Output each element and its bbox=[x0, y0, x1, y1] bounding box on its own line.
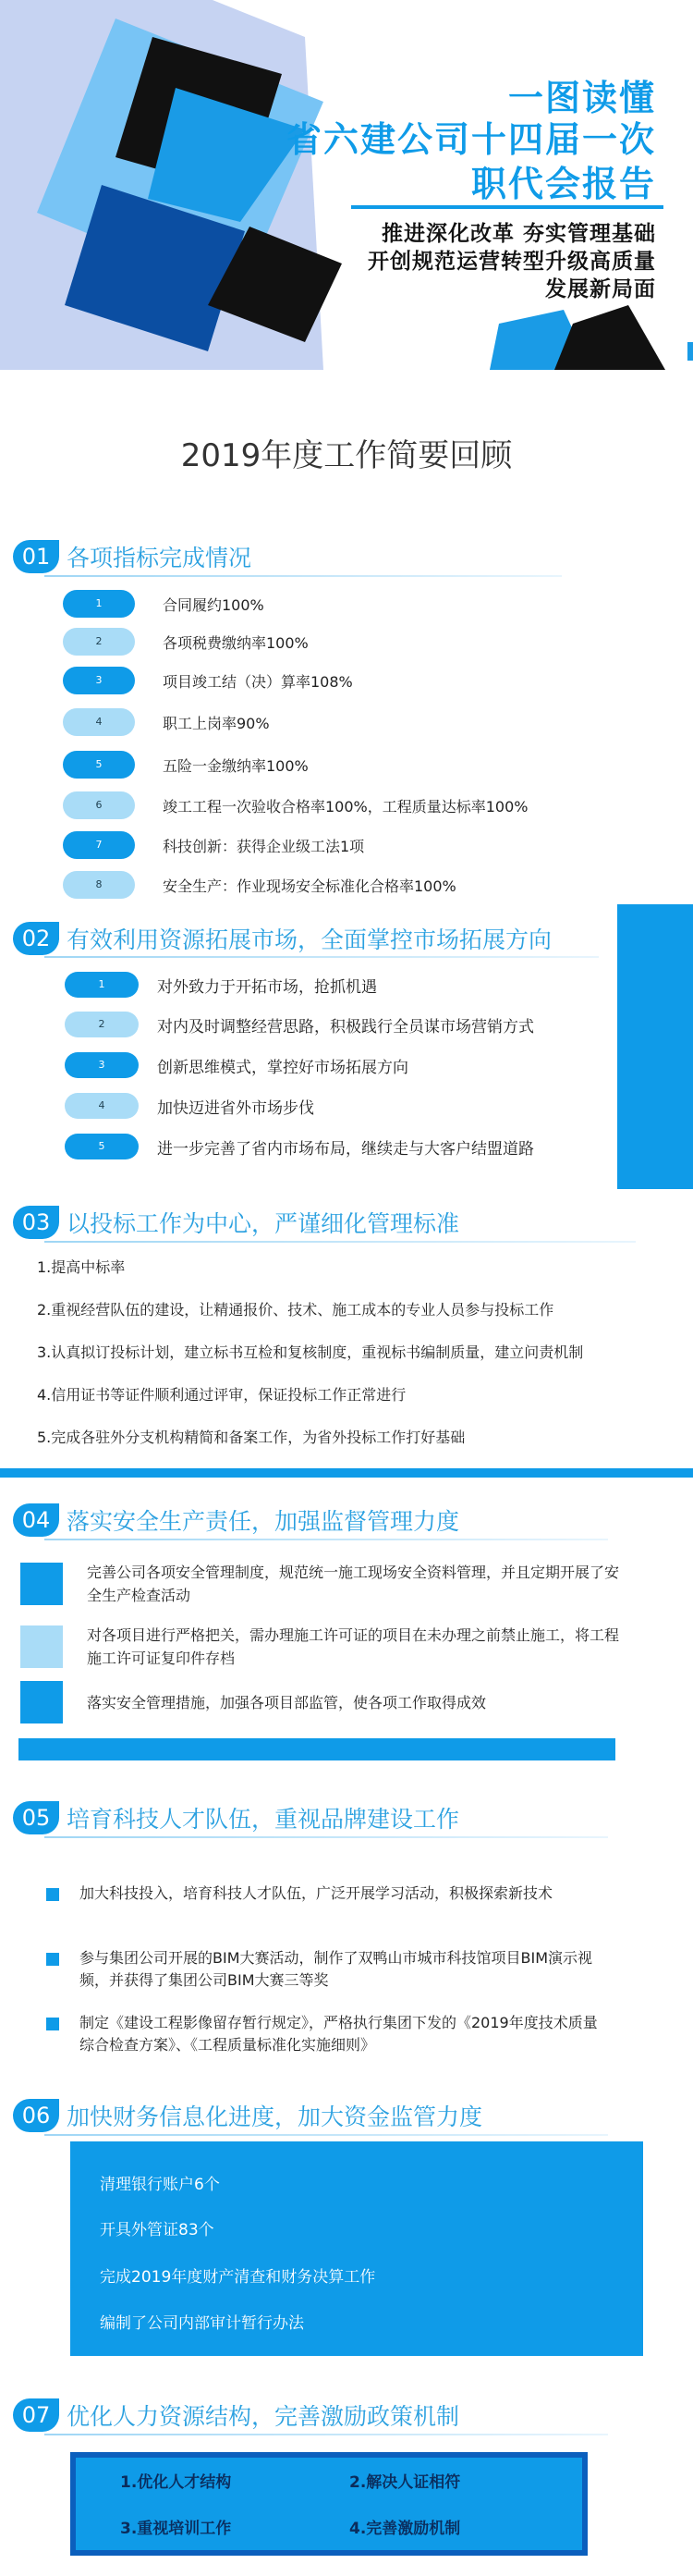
list-item: 开具外管证83个 bbox=[100, 2221, 214, 2239]
section-number-badge: 01 bbox=[13, 540, 59, 573]
list-item: 对各项目进行严格把关，需办理施工许可证的项目在未办理之前禁止施工，将工程施工许可证复印件存档 bbox=[20, 1624, 621, 1670]
section-03-header bbox=[13, 1204, 459, 1241]
section-number-badge: 03 bbox=[13, 1206, 59, 1239]
list-item: 落实安全管理措施，加强各项目部监管，使各项工作取得成效 bbox=[20, 1681, 621, 1723]
section-number-badge: 02 bbox=[13, 922, 59, 955]
hero-title-line1: 一图读懂 bbox=[507, 78, 656, 118]
section-title: 培育科技人才队伍，重视品牌建设工作 bbox=[67, 1806, 460, 1833]
section-divider-bar bbox=[0, 1468, 693, 1478]
hero-divider bbox=[351, 205, 663, 209]
section-number-badge: 04 bbox=[13, 1503, 59, 1537]
hero-subtitle-line2: 开创规范运营转型升级高质量 bbox=[368, 250, 656, 274]
section-divider bbox=[44, 1836, 608, 1838]
hero-banner bbox=[0, 0, 693, 379]
section-title: 各项指标完成情况 bbox=[67, 545, 252, 571]
section-05-header bbox=[13, 1799, 459, 1836]
section-title: 加快财务信息化进度，加大资金监管力度 bbox=[67, 2104, 483, 2130]
section-06-header bbox=[13, 2097, 482, 2134]
list-item: 4.完善激励机制 bbox=[349, 2520, 461, 2538]
list-item: 2 对内及时调整经营思路，积极践行全员谋市场营销方式 bbox=[65, 1010, 534, 1039]
list-item: 编制了公司内部审计暂行办法 bbox=[100, 2314, 304, 2333]
section-number-badge: 07 bbox=[13, 2398, 59, 2432]
section-footer-bar bbox=[18, 1738, 615, 1760]
list-item: 4 加快迈进省外市场步伐 bbox=[65, 1091, 314, 1121]
section-divider bbox=[44, 956, 599, 958]
section-title: 落实安全生产责任，加强监督管理力度 bbox=[67, 1508, 460, 1535]
section-number-badge: 05 bbox=[13, 1801, 59, 1834]
hero-title-line2: 省六建公司十四届一次 bbox=[286, 119, 656, 160]
list-item: 3 创新思维模式，掌控好市场拓展方向 bbox=[65, 1050, 408, 1080]
list-item: 加大科技投入，培育科技人才队伍，广泛开展学习活动，积极探索新技术 bbox=[46, 1883, 601, 1905]
section-02-header bbox=[13, 920, 552, 957]
section-divider bbox=[44, 2434, 608, 2435]
list-item: 1 合同履约100% bbox=[63, 589, 264, 619]
list-item: 3.认真拟订投标计划，建立标书互检和复核制度，重视标书编制质量，建立问责机制 bbox=[37, 1343, 584, 1361]
list-item: 完善公司各项安全管理制度，规范统一施工现场安全资料管理，并且定期开展了安全生产检查活动 bbox=[20, 1561, 621, 1607]
list-item: 参与集团公司开展的BIM大赛活动，制作了双鸭山市城市科技馆项目BIM演示视频，并获得了集团公司BIM大赛三等奖 bbox=[46, 1947, 601, 1992]
section-title: 优化人力资源结构，完善激励政策机制 bbox=[67, 2403, 460, 2430]
list-item: 2.重视经营队伍的建设，让精通报价、技术、施工成本的专业人员参与投标工作 bbox=[37, 1301, 554, 1319]
list-item: 清理银行账户6个 bbox=[100, 2176, 220, 2194]
section-divider bbox=[44, 2134, 608, 2136]
list-item: 4 职工上岗率90% bbox=[63, 707, 270, 737]
list-item: 3.重视培训工作 bbox=[120, 2520, 232, 2538]
list-item: 2.解决人证相符 bbox=[349, 2473, 461, 2492]
list-item: 1 对外致力于开拓市场，抢抓机遇 bbox=[65, 970, 377, 1000]
list-item: 5 进一步完善了省内市场布局，继续走与大客户结盟道路 bbox=[65, 1132, 534, 1161]
hr-panel bbox=[70, 2452, 588, 2556]
hero-subtitle-line1: 推进深化改革 夯实管理基础 bbox=[381, 222, 656, 246]
decorative-side-bar bbox=[617, 904, 693, 1189]
list-item: 6 竣工工程一次验收合格率100%，工程质量达标率100% bbox=[63, 791, 529, 820]
hero-title-line3: 职代会报告 bbox=[470, 164, 656, 204]
list-item: 8 安全生产：作业现场安全标准化合格率100% bbox=[63, 870, 456, 900]
year-review-title: 2019年度工作简要回顾 bbox=[180, 437, 513, 474]
list-item: 3 项目竣工结（决）算率108% bbox=[63, 666, 353, 695]
list-item: 1.提高中标率 bbox=[37, 1258, 126, 1276]
list-item: 制定《建设工程影像留存暂行规定》，严格执行集团下发的《2019年度技术质量综合检查方案》、《工程质量标准化实施细则》 bbox=[46, 2012, 601, 2056]
hero-subtitle-line3: 发展新局面 bbox=[545, 277, 656, 301]
list-item: 2 各项税费缴纳率100% bbox=[63, 627, 309, 656]
section-04-header bbox=[13, 1502, 459, 1539]
list-item: 5 五险一金缴纳率100% bbox=[63, 750, 309, 779]
list-item: 完成2019年度财产清查和财务决算工作 bbox=[100, 2268, 376, 2287]
list-item: 1.优化人才结构 bbox=[120, 2473, 232, 2492]
section-title: 以投标工作为中心，严谨细化管理标准 bbox=[67, 1210, 460, 1237]
list-item: 5.完成各驻外分支机构精简和备案工作，为省外投标工作打好基础 bbox=[37, 1429, 466, 1446]
section-divider bbox=[44, 575, 562, 577]
section-07-header bbox=[13, 2397, 459, 2434]
section-divider bbox=[44, 1539, 608, 1540]
section-01-header bbox=[13, 538, 251, 575]
list-item: 7 科技创新：获得企业级工法1项 bbox=[63, 830, 364, 860]
list-item: 4.信用证书等证件顺利通过评审，保证投标工作正常进行 bbox=[37, 1386, 407, 1404]
section-divider bbox=[44, 1241, 636, 1243]
section-number-badge: 06 bbox=[13, 2099, 59, 2132]
section-title: 有效利用资源拓展市场，全面掌控市场拓展方向 bbox=[67, 926, 553, 953]
